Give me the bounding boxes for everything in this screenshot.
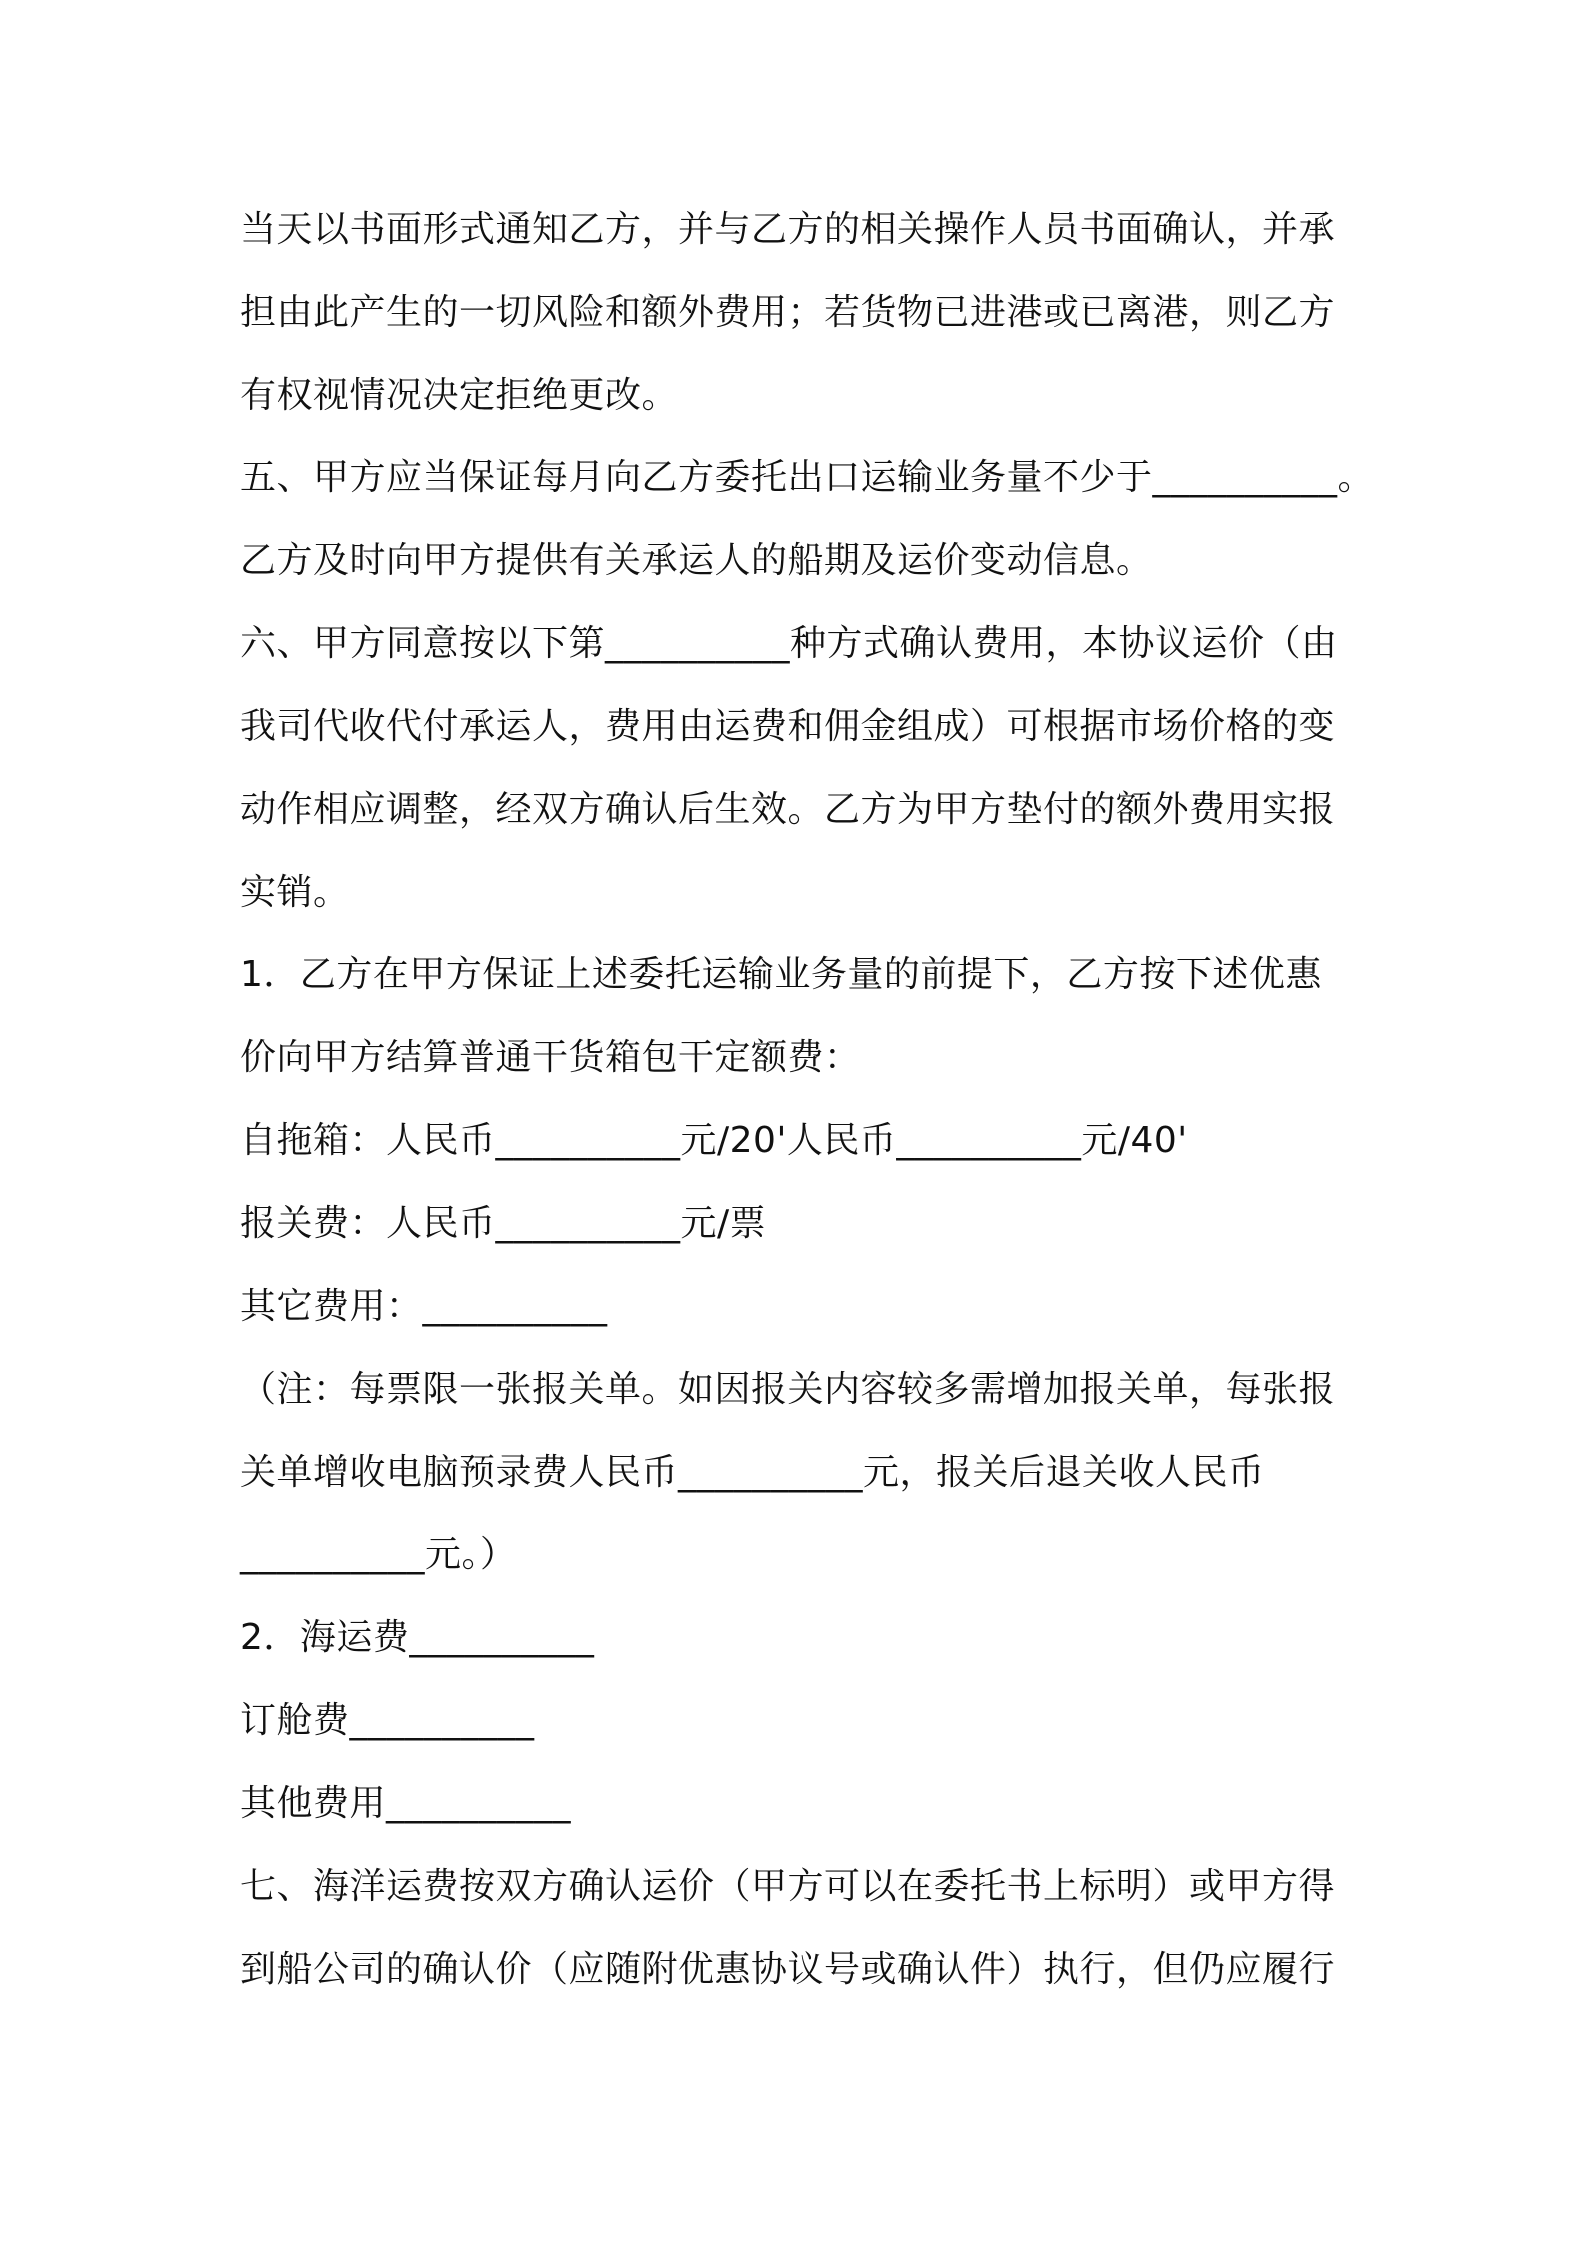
other-charges-line: 其他费用__________ <box>240 1783 572 1824</box>
clause-five-line: 五、甲方应当保证每月向乙方委托出口运输业务量不少于__________。 <box>240 457 1375 498</box>
text-line: 有权视情况决定拒绝更改。 <box>240 375 679 416</box>
text-line: 价向甲方结算普通干货箱包干定额费： <box>240 1037 861 1078</box>
text-line: 乙方及时向甲方提供有关承运人的船期及运价变动信息。 <box>240 540 1153 581</box>
text-line: 当天以书面形式通知乙方，并与乙方的相关操作人员书面确认，并承 <box>240 209 1336 250</box>
text-line: __________元。） <box>240 1534 517 1575</box>
note-line: （注：每票限一张报关单。如因报关内容较多需增加报关单，每张报 <box>240 1369 1336 1410</box>
item-one-line: 1．乙方在甲方保证上述委托运输业务量的前提下，乙方按下述优惠 <box>240 954 1322 995</box>
text-line: 我司代收代付承运人，费用由运费和佣金组成）可根据市场价格的变 <box>240 706 1336 747</box>
customs-fee-line: 报关费：人民币__________元/票 <box>240 1203 767 1244</box>
item-two-line: 2．海运费__________ <box>240 1617 595 1658</box>
text-line: 到船公司的确认价（应随附优惠协议号或确认件）执行，但仍应履行 <box>240 1949 1336 1990</box>
text-line: 动作相应调整，经双方确认后生效。乙方为甲方垫付的额外费用实报 <box>240 789 1336 830</box>
other-fee-line: 其它费用：__________ <box>240 1286 608 1327</box>
text-line: 关单增收电脑预录费人民币__________元，报关后退关收人民币 <box>240 1452 1265 1493</box>
clause-seven-line: 七、海洋运费按双方确认运价（甲方可以在委托书上标明）或甲方得 <box>240 1866 1336 1907</box>
booking-fee-line: 订舱费__________ <box>240 1700 535 1741</box>
clause-six-line: 六、甲方同意按以下第__________种方式确认费用，本协议运价（由 <box>240 623 1338 664</box>
text-line: 担由此产生的一切风险和额外费用；若货物已进港或已离港，则乙方 <box>240 292 1336 333</box>
towing-fee-line: 自拖箱：人民币__________元/20'人民币__________元/40' <box>240 1120 1188 1161</box>
text-line: 实销。 <box>240 872 350 913</box>
